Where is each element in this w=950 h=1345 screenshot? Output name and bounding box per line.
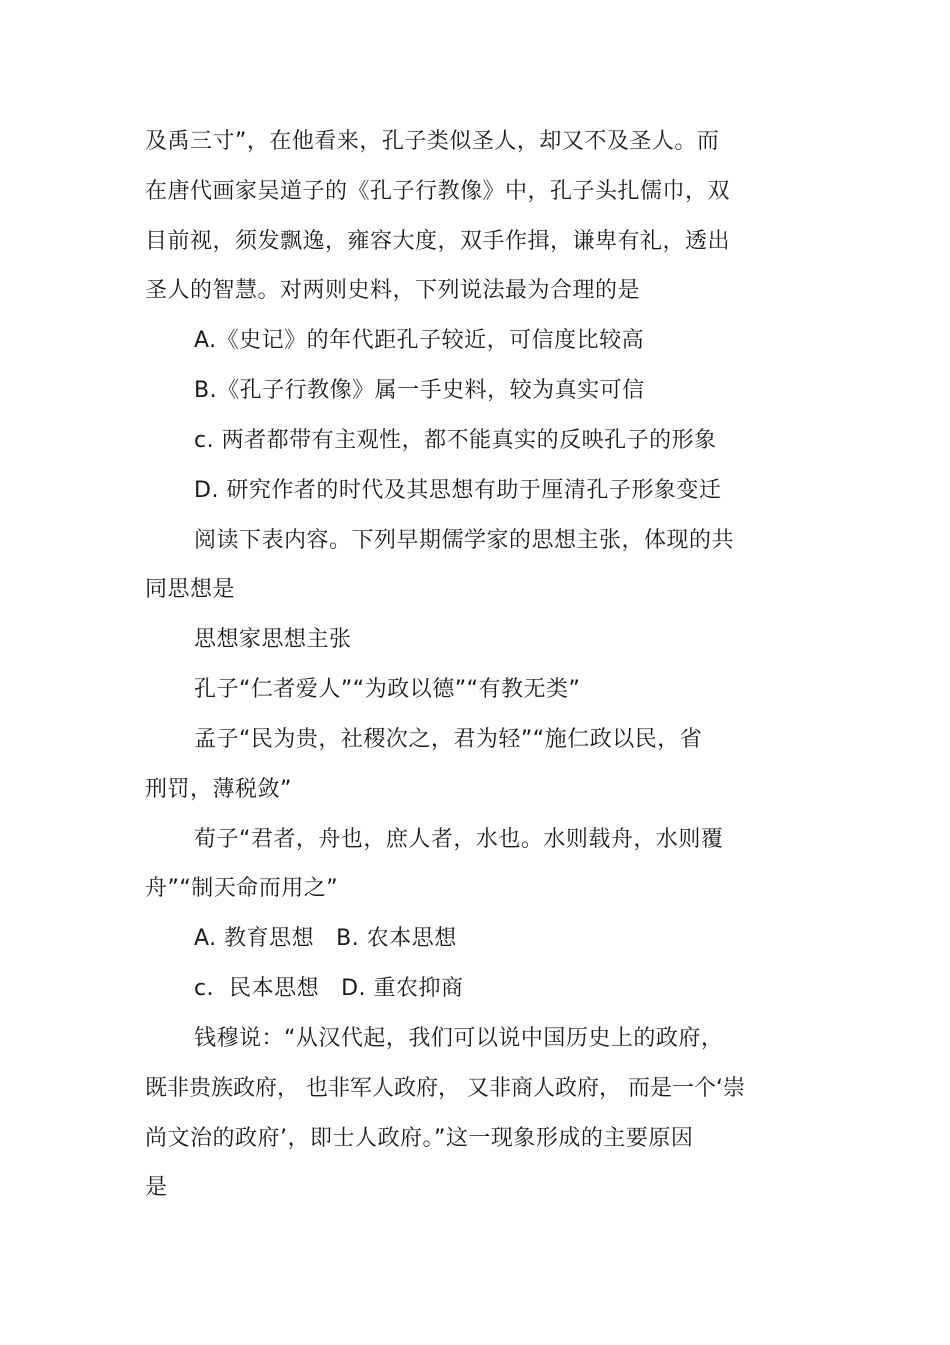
quote-line-3: 尚文治的政府’，即士人政府。”这一现象形成的主要原因 — [145, 1126, 694, 1151]
quote-line-4: 是 — [145, 1175, 168, 1200]
passage-line-4: 圣人的智慧。对两则史料，下列说法最为合理的是 — [145, 278, 641, 303]
table-header: 思想家思想主张 — [194, 627, 352, 652]
option-c: c. 两者都带有主观性，都不能真实的反映孔子的形象 — [194, 428, 717, 453]
table-row-mencius-line-1: 孟子“民为贵，社稷次之，君为轻”“施仁政以民，省 — [194, 727, 703, 752]
option-c-people: c．民本思想 — [194, 976, 320, 1001]
option-b-agrarian: B. 农本思想 — [336, 926, 457, 951]
options-row-1 — [194, 924, 457, 954]
table-row-xunzi-line-2: 舟”“制天命而用之” — [145, 876, 339, 901]
option-d-agriculture: D. 重农抑商 — [341, 976, 464, 1001]
question-stem-line-1: 阅读下表内容。下列早期儒学家的思想主张，体现的共 — [194, 528, 735, 553]
table-row-mencius-line-2: 刑罚，薄税敛” — [145, 777, 292, 802]
passage-line-2: 在唐代画家吴道子的《孔子行教像》中，孔子头扎儒巾，双 — [145, 179, 731, 204]
option-a-education: A. 教育思想 — [194, 926, 315, 951]
option-b: B.《孔子行教像》属一手史料，较为真实可信 — [194, 378, 645, 403]
passage-line-3: 目前视，须发飘逸，雍容大度，双手作揖，谦卑有礼，透出 — [145, 229, 731, 254]
option-d: D. 研究作者的时代及其思想有助于厘清孔子形象变迁 — [194, 478, 722, 503]
quote-line-1: 钱穆说：“从汉代起，我们可以说中国历史上的政府， — [194, 1026, 724, 1051]
table-row-confucius: 孔子“仁者爱人”“为政以德”“有教无类” — [194, 677, 581, 702]
option-a: A.《史记》的年代距孔子较近，可信度比较高 — [194, 328, 645, 353]
question-stem-line-2: 同思想是 — [145, 577, 236, 602]
table-row-xunzi-line-1: 荀子“君者，舟也，庶人者，水也。水则载舟，水则覆 — [194, 827, 724, 852]
quote-line-2: 既非贵族政府， 也非军人政府， 又非商人政府， 而是一个‘崇 — [145, 1076, 745, 1101]
options-row-2 — [194, 974, 464, 1004]
passage-line-1: 及禹三寸”，在他看来，孔子类似圣人，却又不及圣人。而 — [145, 129, 720, 154]
